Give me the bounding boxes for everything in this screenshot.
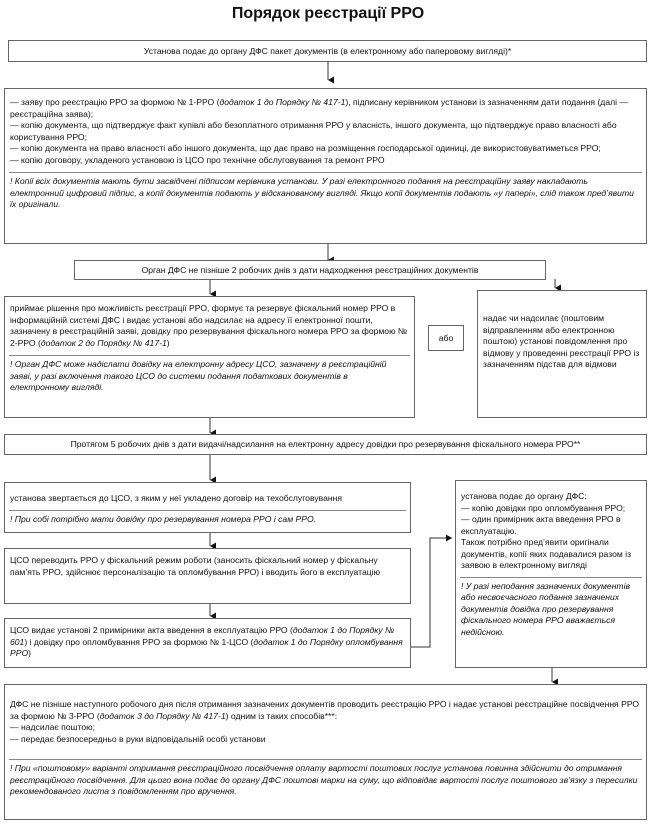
decision-text: приймає рішення про можливість реєстрації РРО, формує та резервує фіскальний номер РРО в інформаційній системі ДФС і видає установі або надсилає на адресу її електронної пошти, зазначену в реєстраційній заяві, довідку про резервування фіскального номера РРО за формою № 2-РРО (додаток 2 до Порядку № 417-1) xyxy=(10,303,408,348)
step-submit-package-text: Установа подає до органу ДФС пакет документів (в електронному або паперовому вигляді)* xyxy=(143,46,512,56)
or-label: або xyxy=(428,325,464,351)
doc-item-application: — заяву про реєстрацію РРО за формою № 1-РРО (додаток 1 до Порядку № 417-1), підписану керівником установи із зазначенням дати подання (далі — реєстраційна заява); xyxy=(10,97,629,119)
doc-item-contract: — копію договору, укладеного установою із ЦСО про технічне обслуговування та ремонт РРО xyxy=(10,154,385,165)
doc-item-premises: — копію документа на право власності або іншого документа, що дає право на розміщення господарської одиниці, де використовуватиметься РРО; xyxy=(10,143,601,153)
submit-dfs-note: ! У разі неподання зазначених документів або несвоєчасного подання зазначених документів довідка про резервування фіскального номера РРО вважається недійсною. xyxy=(461,580,630,637)
refusal-box xyxy=(477,290,647,418)
arrow-7 xyxy=(411,538,452,647)
submit-dfs-lead: установа подає до органу ДФС: xyxy=(461,491,587,501)
act-box xyxy=(4,618,411,668)
final-item-hand: — передає безпосередньо в руки відповідальній особі установи xyxy=(10,733,266,744)
cso-contact-text: установа звертається до ЦСО, з яким у неї укладено договір на техобслуговування xyxy=(10,493,343,503)
final-registration-box xyxy=(4,684,647,820)
refusal-text: надає чи надсилає (поштовим відправленням або електронною поштою) установі повідомлення про відмову у проведенні реєстрації РРО із зазначенням підстав для відмови xyxy=(483,313,640,369)
fiscal-mode-text: ЦСО переводить РРО у фіскальний режим роботи (заносить фіскальний номер у фіскальну пам’ять РРО, здійснює персоналізацію та опломбування РРО) і вводить його в експлуатацію xyxy=(10,555,381,577)
cso-contact-box xyxy=(4,482,411,533)
step-dfs-2-days xyxy=(74,260,546,280)
step-5-days xyxy=(4,434,647,455)
act-text: ЦСО видає установі 2 примірники акта введення в експлуатацію РРО (додаток 1 до Порядку № 601) і довідку про опломбування РРО за формою № 1-ЦСО (додаток 1 до Порядку опломбування РРО) xyxy=(10,625,403,658)
cso-contact-note: ! При собі потрібно мати довідку про резервування номера РРО і сам РРО. xyxy=(10,513,317,524)
documents-list-box xyxy=(4,88,647,244)
submit-dfs-extra: Також потрібно пред’явити оригінали документів, копії яких подавалися разом із заявою в електронному вигляді xyxy=(461,537,632,570)
documents-note: ! Копії всіх документів мають бути засвідчені підписом керівника установи. У разі електронного подання на реєстраційну заяву накладають електронний цифровий підпис, а копії документів подають у відсканованому вигляді. Якщо копії документів подають «у папері», слід також пред’явити їх оригінали. xyxy=(10,176,634,209)
submit-dfs-item-act: — один примірник акта введення РРО в експлуатацію. xyxy=(461,514,621,536)
page-title: Порядок реєстрації РРО xyxy=(231,5,425,22)
submit-dfs-box xyxy=(455,480,647,668)
fiscal-mode-box xyxy=(4,548,411,604)
final-item-post: — надсилає поштою; xyxy=(10,722,95,732)
final-text: ДФС не пізніше наступного робочого дня після отримання зазначених документів проводить реєстрацію РРО і надає установі реєстраційне посвідчення РРО за формою № 3-РРО (додаток 3 до Порядку № 417-1) одним із таких способів***: xyxy=(10,699,640,721)
decision-note: ! Орган ДФС може надіслати довідку на електронну адресу ЦСО, зазначену в реєстраційній заяві, у разі включення такого ЦСО до системи подання податкових документів в електронному вигляді. xyxy=(10,359,387,392)
step-5-days-text: Протягом 5 робочих днів з дати видачі/надсилання на електронну адресу довідки про резервування фіскального номера РРО** xyxy=(70,439,581,449)
final-note: ! При «поштовому» варіанті отримання реєстраційного посвідчення оплату вартості поштових послуг установа повинна здійснити до отримання реєстраційного посвідчення. Для цього вона подає до органу ДФС поштові марки на суму, що відповідає вартості послуг поштового зв’язку з пересилки рекомендованого листа з повідомленням про вручення. xyxy=(10,763,638,796)
step-dfs-2-days-text: Орган ДФС не пізніше 2 робочих днів з дати надходження реєстраційних документів xyxy=(141,265,479,275)
submit-dfs-item-seal: — копію довідки про опломбування РРО; xyxy=(461,502,626,513)
step-submit-package xyxy=(8,40,647,62)
decision-box xyxy=(4,296,415,418)
doc-item-ownership: — копію документа, що підтверджує факт купівлі або безоплатного отримання РРО у власність, іншого документа, що підтверджує право власності або користування РРО; xyxy=(10,120,617,142)
